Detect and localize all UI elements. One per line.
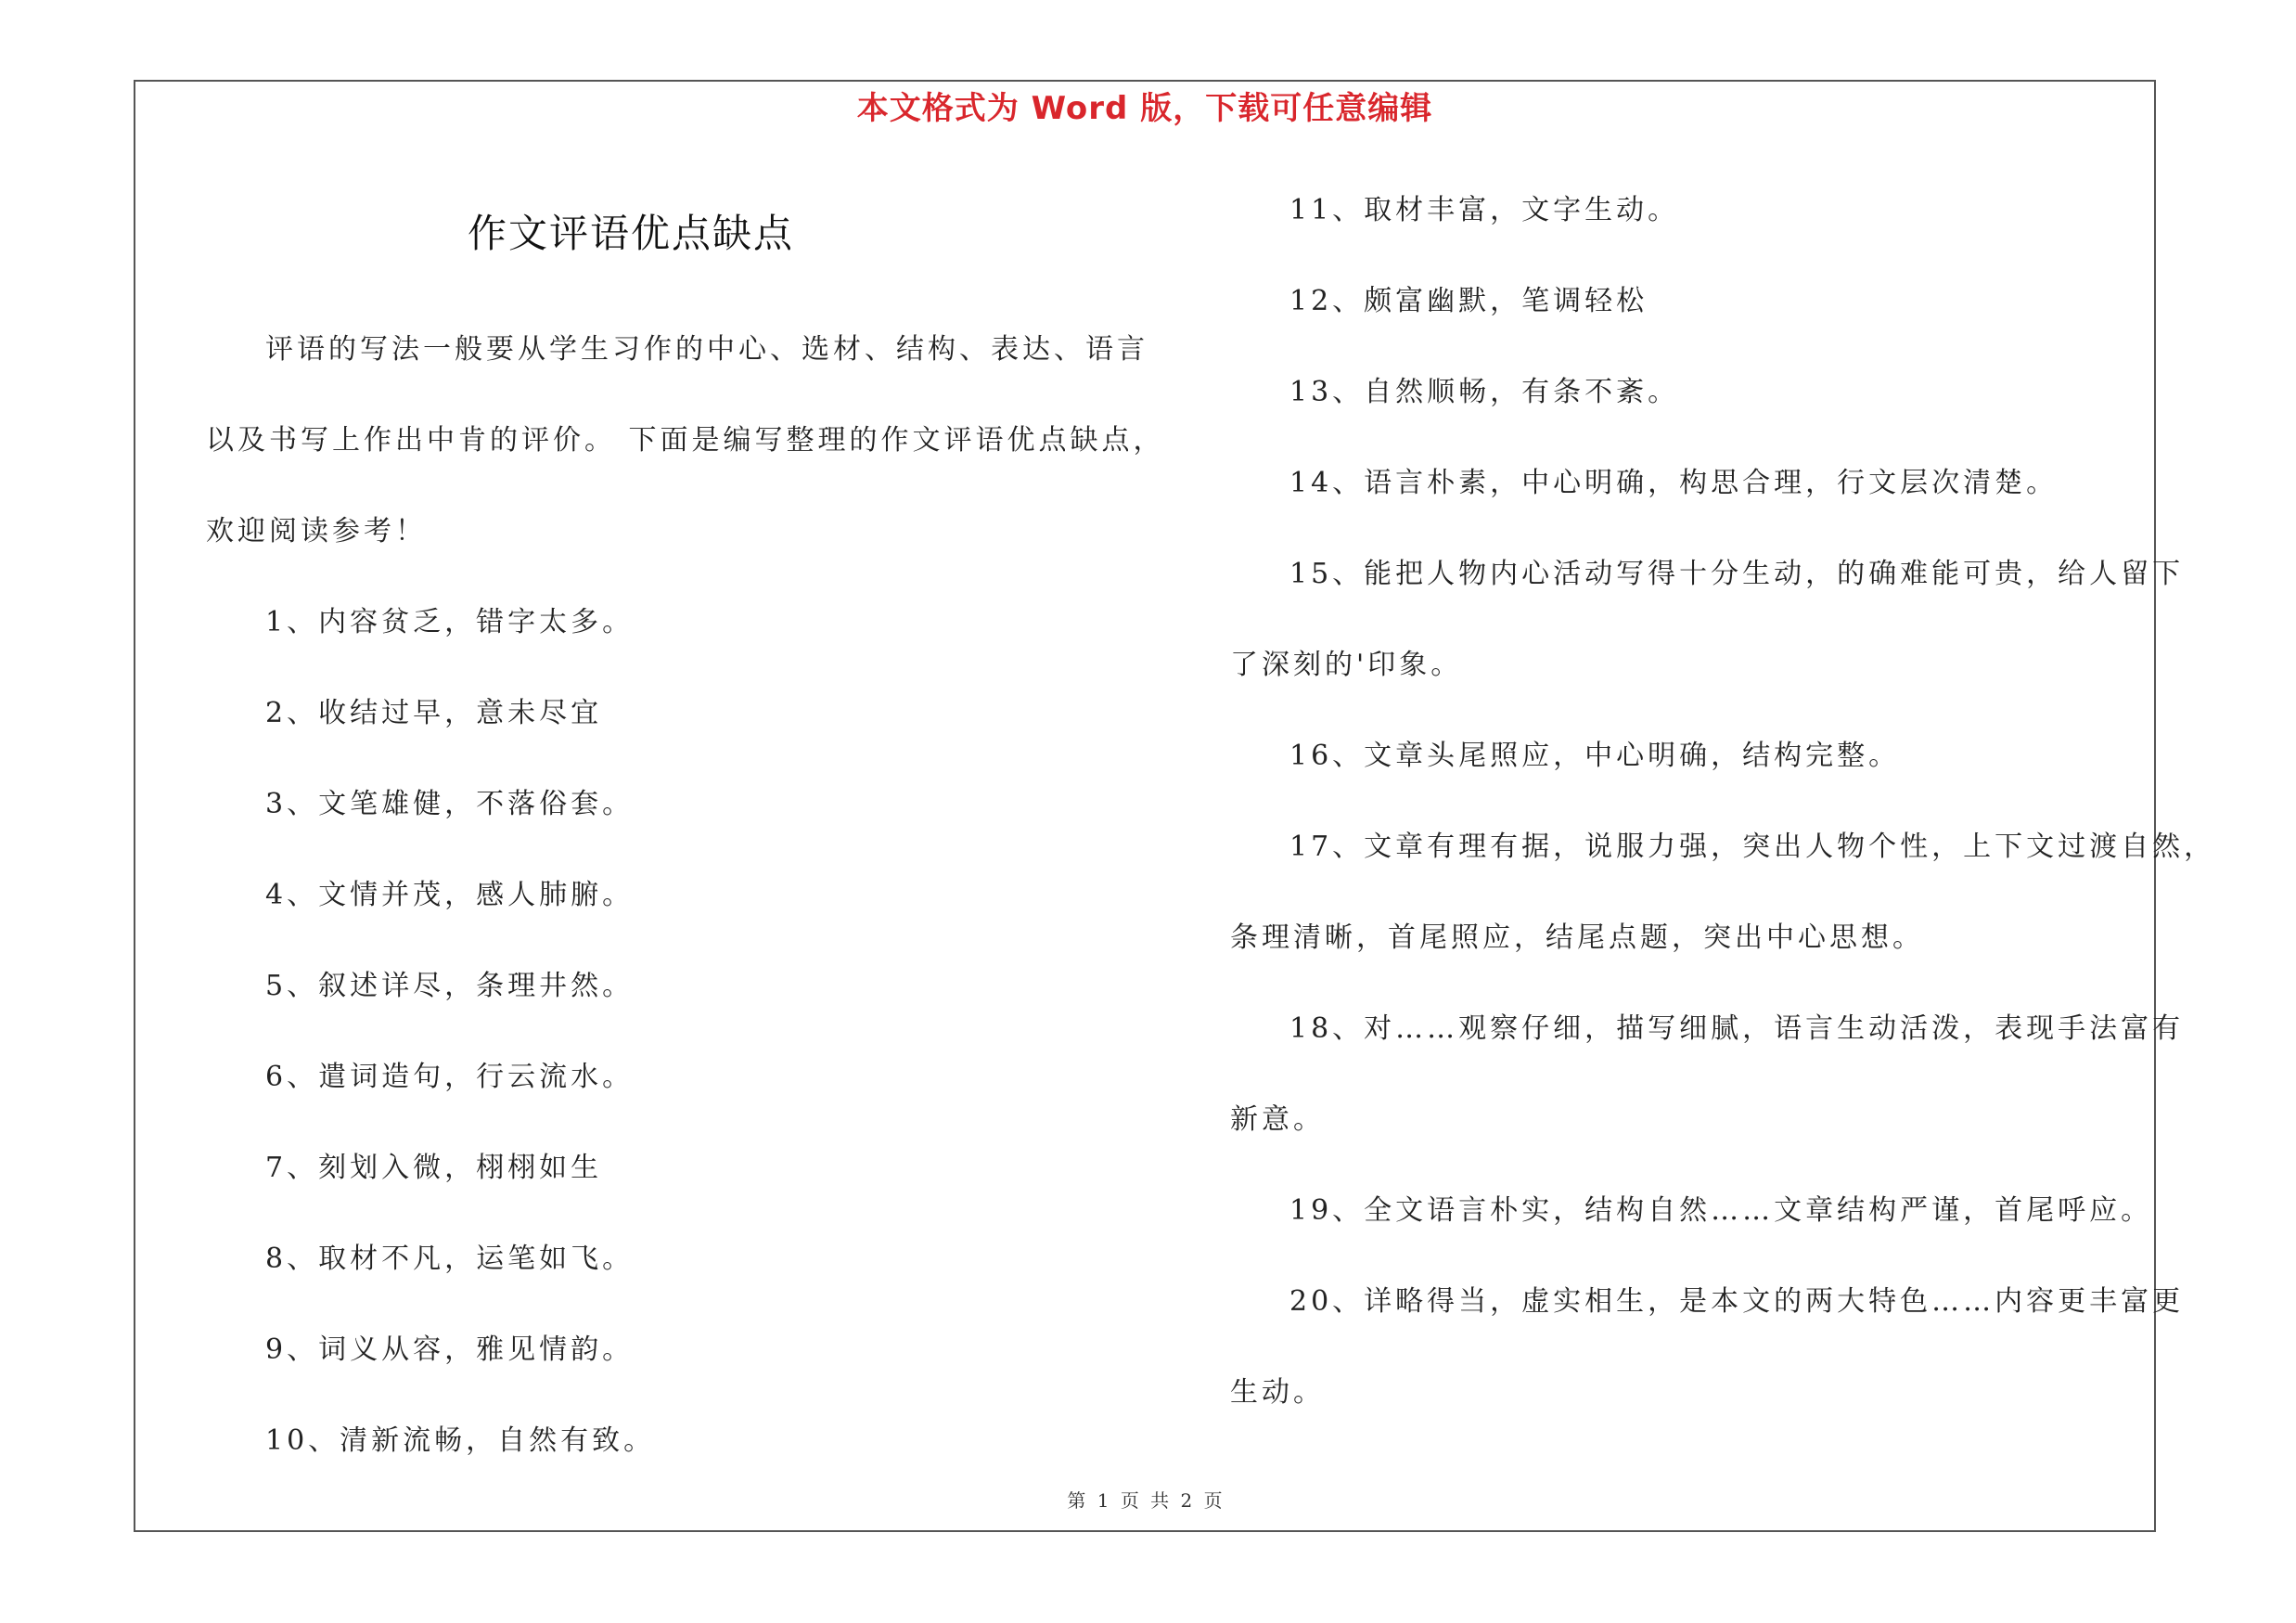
comment-item: 17、文章有理有据，说服力强，突出人物个性，上下文过渡自然， [1289,831,2216,863]
comment-item: 13、自然顺畅，有条不紊。 [1289,376,1680,408]
comment-item: 3、文笔雄健，不落俗套。 [265,788,635,820]
comment-item: 9、词义从容，雅见情韵。 [265,1333,635,1366]
page-number: 第 1 页 共 2 页 [1067,1489,1223,1512]
comment-item: 19、全文语言朴实，结构自然……文章结构严谨，首尾呼应。 [1289,1194,2153,1227]
comment-item: 16、文章头尾照应，中心明确，结构完整。 [1289,740,1901,772]
comment-item-continued: 条理清晰，首尾照应，结尾点题，突出中心思想。 [1230,921,1924,954]
comment-item-continued: 生动。 [1230,1376,1325,1409]
comment-item: 18、对……观察仔细，描写细腻，语言生动活泼，表现手法富有 [1289,1012,2185,1045]
comment-item: 6、遣词造句，行云流水。 [265,1061,635,1093]
document-title: 作文评语优点缺点 [467,211,794,256]
comment-item: 14、语言朴素，中心明确，构思合理，行文层次清楚。 [1289,467,2059,499]
comment-item: 1、内容贫乏，错字太多。 [265,606,635,638]
comment-item: 20、详略得当，虚实相生，是本文的两大特色……内容更丰富更 [1289,1285,2185,1318]
comment-item: 10、清新流畅，自然有致。 [265,1424,656,1457]
comment-item: 11、取材丰富，文字生动。 [1289,194,1680,226]
comment-item-continued: 了深刻的'印象。 [1230,649,1463,681]
intro-line: 欢迎阅读参考！ [206,515,427,547]
comment-item: 12、颇富幽默，笔调轻松 [1289,285,1648,317]
intro-line: 以及书写上作出中肯的评价。 下面是编写整理的作文评语优点缺点， [206,424,1165,457]
comment-item: 15、能把人物内心活动写得十分生动，的确难能可贵，给人留下 [1289,558,2185,590]
comment-item: 8、取材不凡，运笔如飞。 [265,1243,635,1275]
comment-item-continued: 新意。 [1230,1103,1325,1136]
comment-item: 4、文情并茂，感人肺腑。 [265,879,635,911]
comment-item: 5、叙述详尽，条理井然。 [265,970,635,1002]
format-banner: 本文格式为 Word 版，下载可任意编辑 [856,90,1433,127]
comment-item: 7、刻划入微，栩栩如生 [265,1152,603,1184]
comment-item: 2、收结过早，意未尽宜 [265,697,603,729]
intro-line: 评语的写法一般要从学生习作的中心、选材、结构、表达、语言 [265,333,1148,366]
